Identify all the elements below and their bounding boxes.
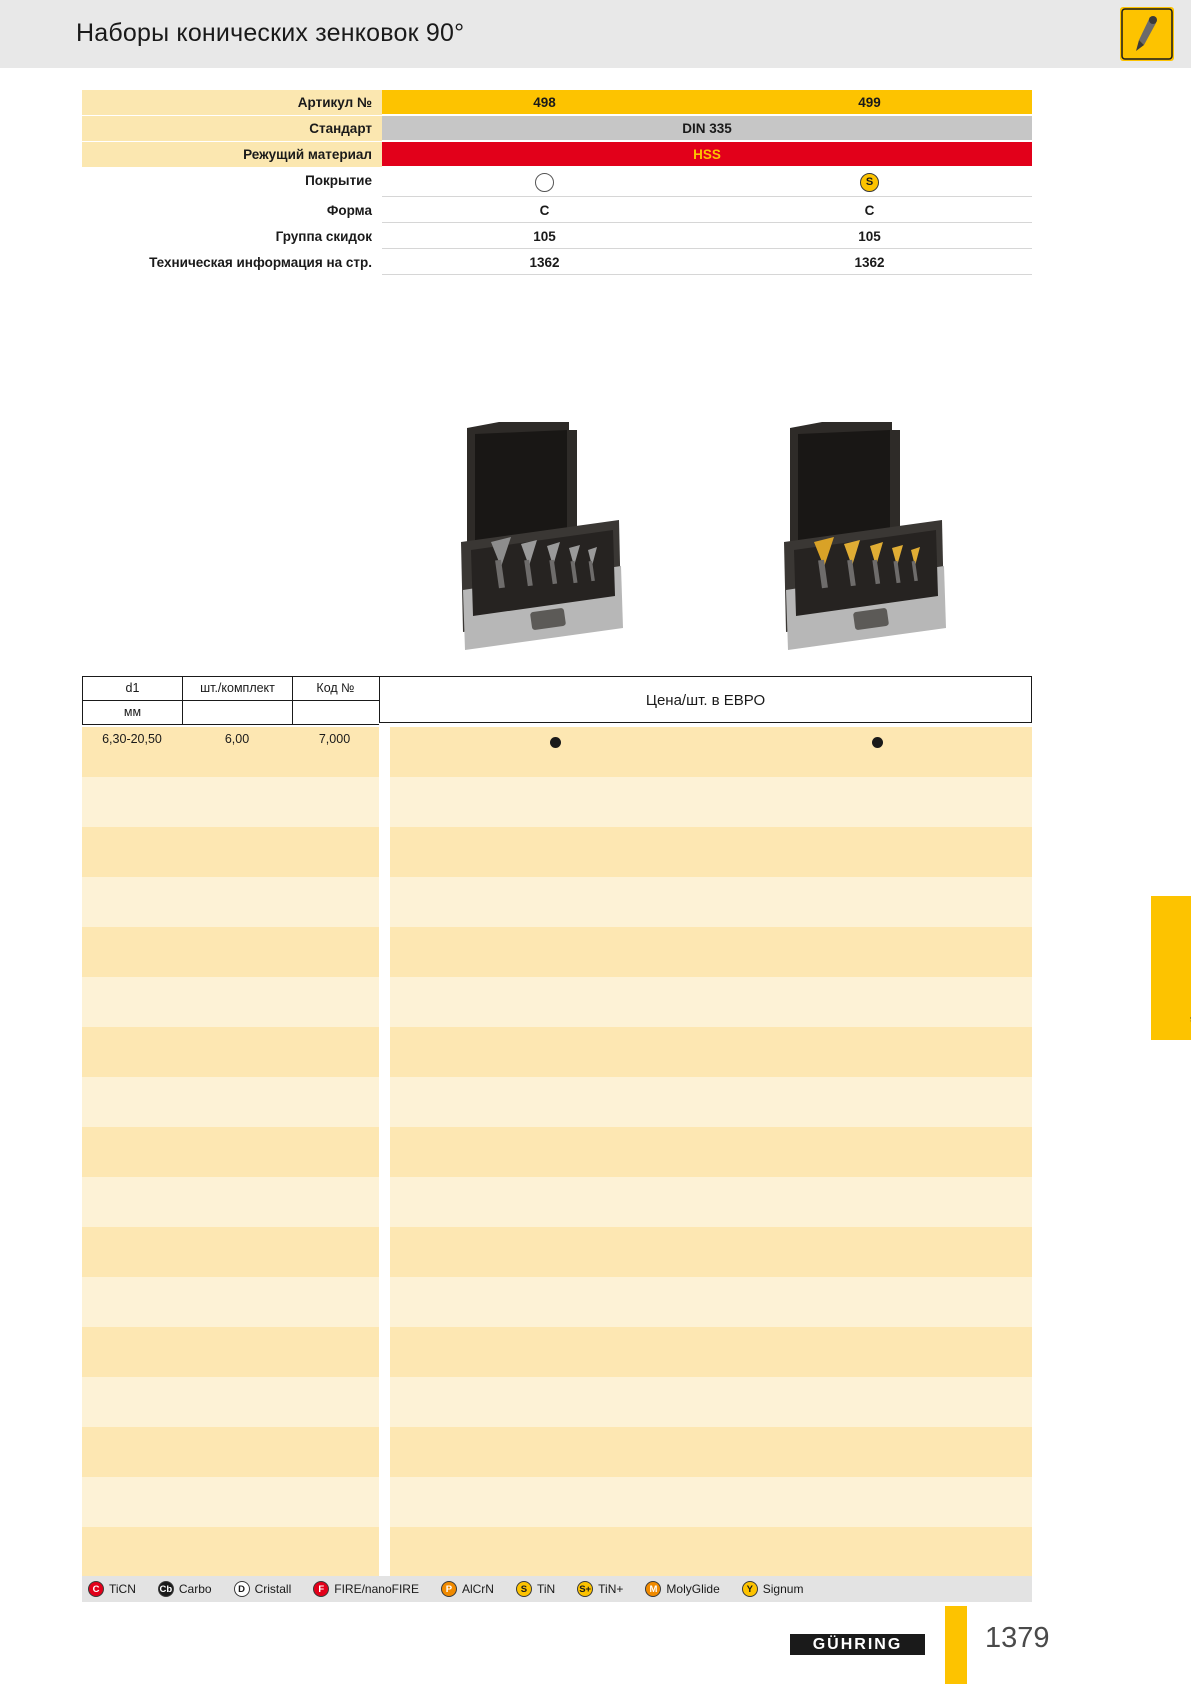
table-row <box>82 1277 379 1327</box>
carbo-icon: Cb <box>158 1581 174 1597</box>
price-row <box>390 877 1032 927</box>
table-row <box>82 1177 379 1227</box>
price-column <box>390 727 1032 1577</box>
dimensions-header-row-2 <box>83 701 379 724</box>
col-header-code: Код № <box>316 681 355 695</box>
table-row <box>82 827 379 877</box>
table-row <box>82 1227 379 1277</box>
table-row <box>82 1027 379 1077</box>
legend-item-tin-plus <box>577 1581 623 1597</box>
spec-row-cutting-material <box>82 142 1032 168</box>
page-title: Наборы конических зенковок 90° <box>76 19 465 47</box>
col-header-d1: d1 <box>83 677 183 700</box>
legend-label: Cristall <box>254 1582 292 1596</box>
price-row <box>390 777 1032 827</box>
fire-icon: F <box>313 1581 329 1597</box>
price-header: Цена/шт. в ЕВРО <box>379 676 1032 723</box>
legend-item-cristall <box>234 1581 292 1597</box>
spec-value-tech-info-2: 1362 <box>707 250 1032 275</box>
legend-label: Signum <box>762 1582 804 1596</box>
legend-label: MolyGlide <box>666 1582 720 1596</box>
legend-item-carbo <box>158 1581 212 1597</box>
price-row <box>390 1527 1032 1577</box>
legend-item-signum <box>742 1581 804 1597</box>
molyglide-icon: M <box>645 1581 661 1597</box>
legend-label: FIRE/nanoFIRE <box>334 1582 419 1596</box>
brand-logo: GÜHRING <box>790 1634 925 1655</box>
spec-value-standard: DIN 335 <box>382 116 1032 141</box>
table-header <box>82 676 1032 725</box>
legend-label: TiCN <box>109 1582 136 1596</box>
price-row <box>390 927 1032 977</box>
table-row <box>82 1327 379 1377</box>
table-row <box>82 1077 379 1127</box>
footer-accent-bar <box>945 1606 967 1684</box>
legend-label: TiN <box>536 1582 556 1596</box>
table-row <box>82 1427 379 1477</box>
legend-item-tin <box>516 1581 555 1597</box>
alcrn-icon: P <box>441 1581 457 1597</box>
product-photo-498 <box>449 420 649 650</box>
dimensions-column <box>82 727 379 1577</box>
spec-label-cutting-material: Режущий материал <box>82 142 382 167</box>
cristall-icon: D <box>234 1581 250 1597</box>
spec-value-discount-2: 105 <box>707 224 1032 249</box>
spec-value-discount-1: 105 <box>382 224 707 249</box>
legend-item-alcrn <box>441 1581 494 1597</box>
specification-table <box>82 90 1032 276</box>
spec-value-coating-2 <box>707 168 1032 197</box>
spec-value-form-2: C <box>707 198 1032 223</box>
page-header <box>0 0 1191 68</box>
spec-value-article-498: 498 <box>382 90 707 115</box>
price-row <box>390 727 1032 777</box>
price-row <box>390 1077 1032 1127</box>
cell-pcs: 6,00 <box>224 732 250 746</box>
dimensions-header-row-1 <box>83 677 379 701</box>
spec-value-cutting-material: HSS <box>382 142 1032 167</box>
tin-coating-icon: S <box>860 173 879 192</box>
price-row <box>390 1027 1032 1077</box>
price-row <box>390 1277 1032 1327</box>
spec-row-form <box>82 198 1032 224</box>
table-row <box>82 977 379 1027</box>
price-row <box>390 1427 1032 1477</box>
spec-row-coating <box>82 168 1032 198</box>
spec-row-discount-group <box>82 224 1032 250</box>
col-header-unit-code <box>293 701 378 724</box>
spec-value-tech-info-1: 1362 <box>382 250 707 275</box>
spec-label-form: Форма <box>82 198 382 223</box>
price-dot-498 <box>550 737 561 748</box>
dimensions-header <box>82 676 379 725</box>
spec-row-article <box>82 90 1032 116</box>
legend-item-ticn <box>88 1581 136 1597</box>
cell-d1: 6,30-20,50 <box>102 732 162 746</box>
signum-icon: Y <box>742 1581 758 1597</box>
spec-label-article: Артикул № <box>82 90 382 115</box>
product-photo-499 <box>772 420 972 650</box>
legend-item-molyglide <box>645 1581 719 1597</box>
table-row <box>82 877 379 927</box>
col-header-unit-mm: мм <box>83 701 183 724</box>
dimensions-price-table <box>82 676 1032 1577</box>
price-row <box>390 1227 1032 1277</box>
cell-code: 7,000 <box>318 732 351 746</box>
spec-label-discount-group: Группа скидок <box>82 224 382 249</box>
table-row <box>82 927 379 977</box>
price-row <box>390 1177 1032 1227</box>
spec-label-coating: Покрытие <box>82 168 382 197</box>
price-row <box>390 1127 1032 1177</box>
table-row <box>82 1527 379 1577</box>
side-tab-line2 <box>1163 1012 1191 1025</box>
spec-value-coating-1 <box>382 168 707 197</box>
page-number: 1379 <box>985 1622 1050 1654</box>
blank-circle-icon <box>535 173 554 192</box>
coating-legend <box>82 1576 1032 1602</box>
spec-label-standard: Стандарт <box>82 116 382 141</box>
table-row <box>82 1477 379 1527</box>
table-row <box>82 777 379 827</box>
price-row <box>390 827 1032 877</box>
spec-row-tech-info-page <box>82 250 1032 276</box>
legend-label: TiN+ <box>598 1582 624 1596</box>
legend-item-fire <box>313 1581 419 1597</box>
tool-badge-icon <box>1120 7 1174 61</box>
tin-plus-icon: S+ <box>577 1581 593 1597</box>
price-row <box>390 1377 1032 1427</box>
tin-icon: S <box>516 1581 532 1597</box>
price-dot-499 <box>872 737 883 748</box>
price-row <box>390 1327 1032 1377</box>
col-header-unit-pcs <box>183 701 293 724</box>
ticn-icon: C <box>88 1581 104 1597</box>
table-row <box>82 1377 379 1427</box>
table-body <box>82 727 1032 1577</box>
side-tab-label <box>1165 895 1178 1039</box>
legend-label: Carbo <box>178 1582 212 1596</box>
spec-label-tech-info: Техническая информация на стр. <box>82 250 382 275</box>
section-side-tab <box>1151 896 1191 1040</box>
price-row <box>390 977 1032 1027</box>
spec-value-article-499: 499 <box>707 90 1032 115</box>
legend-label: AlCrN <box>461 1582 494 1596</box>
price-row <box>390 1477 1032 1527</box>
spec-row-standard <box>82 116 1032 142</box>
spec-value-form-1: C <box>382 198 707 223</box>
table-row <box>82 727 379 777</box>
table-row <box>82 1127 379 1177</box>
col-header-pcs-per-set: шт./комплект <box>183 677 293 700</box>
